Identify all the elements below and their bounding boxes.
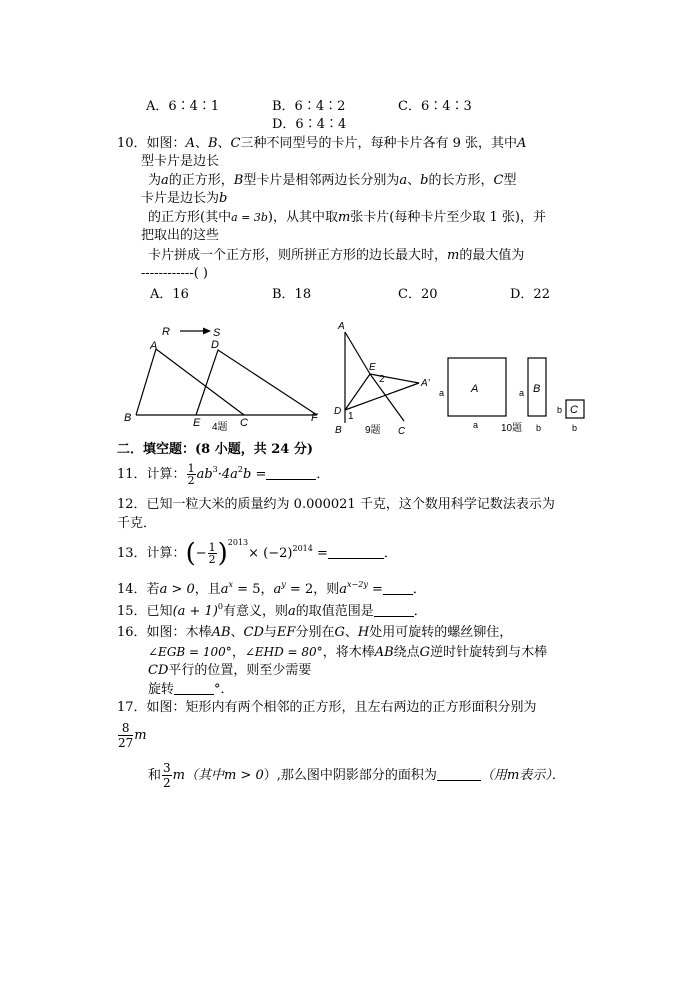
fig9-label-a1: A': [421, 378, 430, 389]
q12-line2: 千克．: [117, 516, 157, 531]
q10-line1: 10．如图：A、B、C三种不同型号的卡片，每种卡片各有 9 张，其中A: [117, 136, 527, 151]
q9-option-a: A．6∶4∶1: [146, 99, 220, 114]
fig9-label-1: 1: [348, 411, 354, 422]
q17-frac1: $\frac{8}{27}$ m: [118, 721, 147, 750]
q15: 15．已知$(a + 1)^0$有意义，则a的取值范围是 ．: [117, 602, 427, 619]
fig9-label-a: A: [338, 321, 345, 332]
q17-line3: 和 $\frac{3}{2}$ m（其中m > 0）,那么图中阴影部分的面积为 （用m表示）．: [148, 761, 565, 790]
fig10-label-a-side: a: [439, 388, 445, 398]
fig4-label-s: S: [213, 327, 221, 339]
q17-answer-blank[interactable]: [437, 768, 481, 781]
fig10-label-sq-b-side: b: [557, 405, 563, 415]
q17-line1: 17．如图：矩形内有两个相邻的正方形，且左右两边的正方形面积分别为: [117, 700, 537, 715]
fig10-label-sq-c: C: [570, 404, 578, 416]
q9-option-d: D．6∶4∶4: [272, 117, 347, 132]
fig9-caption: 9题: [365, 425, 381, 436]
fig9-label-b: B: [335, 425, 342, 436]
fig4-label-a: A: [150, 340, 158, 352]
fig10-label-sq-a: A: [471, 383, 479, 395]
q10-line6: 把取出的这些: [141, 228, 220, 243]
q10-option-b: B．18: [272, 287, 312, 302]
q16-line4: 旋转 °．: [148, 682, 234, 697]
fig10-label-a-bottom: a: [473, 420, 479, 430]
q16-answer-blank[interactable]: [174, 682, 214, 695]
fig10-label-rect-a: a: [519, 388, 525, 398]
q10-line8: ------------( ): [141, 266, 208, 281]
q16-line3: CD平行的位置，则至少需要: [148, 663, 312, 678]
q16-line1: 16．如图：木棒AB、CD与EF分别在G、H处用可旋转的螺丝铆住，: [117, 625, 513, 640]
fig10-label-sq-b-bottom: b: [572, 423, 578, 433]
figure-10: [448, 358, 584, 418]
q11: 11．计算： $\frac{1}{2}$ $ab^3\cdot 4a^2b$ = ．: [117, 462, 330, 487]
q9-option-b: B．6∶4∶2: [272, 99, 346, 114]
q10-option-a: A．16: [150, 287, 189, 302]
q9-option-c: C．6∶4∶3: [398, 99, 472, 114]
figure-4: [136, 328, 317, 416]
q10-line3: 为a的正方形，B型卡片是相邻两边长分别为a、b的长方形，C型: [148, 173, 517, 188]
fig4-label-c: C: [240, 417, 248, 429]
fig9-label-d: D: [334, 406, 342, 417]
q13: 13．计算：(− $\frac{1}{2}$ )$^{2013}\times (-2)^{2014}$ = ．: [117, 538, 397, 569]
fig9-label-2: 2: [379, 374, 385, 385]
q10-option-c: C．20: [398, 287, 438, 302]
fig4-label-e: E: [193, 417, 201, 429]
fig4-label-d: D: [211, 339, 219, 351]
q12-line1: 12．已知一粒大米的质量约为 0.000021 千克，这个数用科学记数法表示为: [117, 497, 555, 512]
fig4-caption: 4题: [212, 422, 228, 433]
q16-line2: ∠EGB = 100°，∠EHD = 80°，将木棒AB绕点G逆时针旋转到与木棒: [148, 645, 548, 660]
figures-row: [0, 315, 696, 440]
fig10-label-rect-b: B: [533, 383, 541, 395]
q10-line7: 卡片拼成一个正方形，则所拼正方形的边长最大时，m的最大值为: [148, 248, 525, 263]
fig4-label-f: F: [311, 412, 318, 424]
section2-title: 二．填空题：(8 小题，共 24 分): [117, 442, 314, 457]
fig9-label-c: C: [398, 426, 406, 437]
fig10-caption: 10题: [501, 423, 523, 434]
q11-answer-blank[interactable]: [266, 467, 316, 480]
fig4-label-r: R: [162, 326, 170, 338]
q10-line2: 型卡片是边长: [141, 154, 220, 169]
q13-answer-blank[interactable]: [328, 546, 384, 559]
q14: 14．若a > 0，且$a^x = 5$，$a^y = 2$，则$a^{x-2y}$ = ．: [117, 580, 426, 597]
fig4-label-b: B: [124, 412, 132, 424]
q10-option-d: D．22: [510, 287, 550, 302]
fig9-label-e: E: [369, 362, 376, 373]
q10-line5: 的正方形(其中a = 3b)，从其中取m张卡片(每种卡片至少取 1 张)，并: [148, 210, 546, 225]
q15-answer-blank[interactable]: [374, 604, 414, 617]
fig10-label-rect-b-bottom: b: [536, 423, 542, 433]
q14-answer-blank[interactable]: [383, 582, 413, 595]
q10-line4: 卡片是边长为b: [141, 191, 228, 206]
